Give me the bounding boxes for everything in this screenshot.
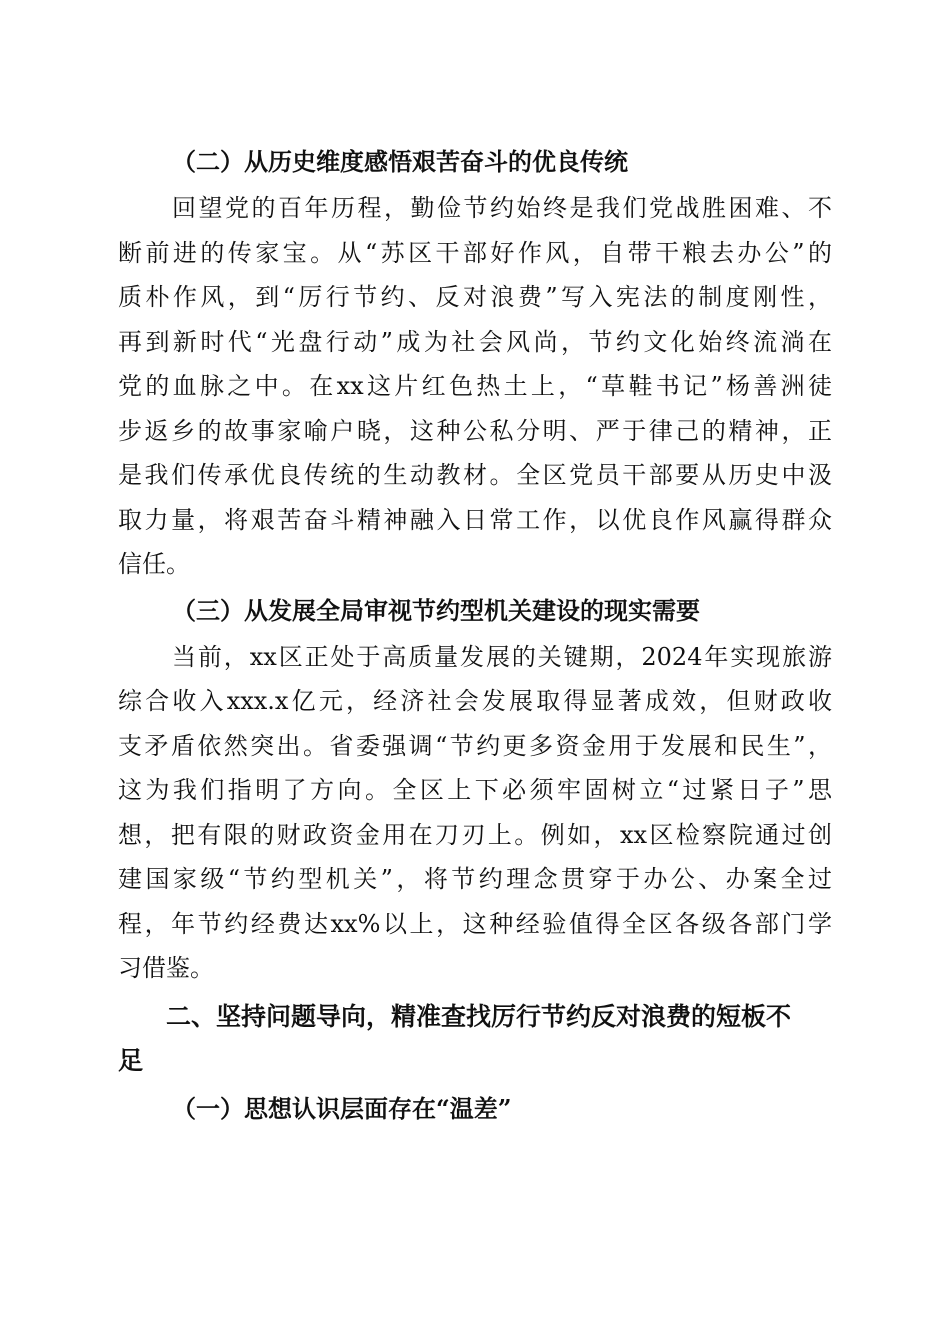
paragraph-line: 习借鉴。 <box>118 954 214 982</box>
paragraph-line: 取力量，将艰苦奋斗精神融入日常工作，以优良作风赢得群众 <box>118 505 832 534</box>
section-heading-3: （三）从发展全局审视节约型机关建设的现实需要 <box>172 595 700 625</box>
paragraph-line: 质朴作风，到“厉行节约、反对浪费”写入宪法的制度刚性， <box>118 283 832 311</box>
paragraph-line: 步返乡的故事家喻户晓，这种公私分明、严于律己的精神，正 <box>118 416 832 445</box>
paragraph-line: 这为我们指明了方向。全区上下必须牢固树立“过紧日子”思 <box>118 776 832 804</box>
paragraph-line: 建国家级“节约型机关”，将节约理念贯穿于办公、办案全过 <box>118 865 832 893</box>
paragraph-line: 回望党的百年历程，勤俭节约始终是我们党战胜困难、不 <box>172 194 832 222</box>
paragraph-development <box>118 635 832 991</box>
paragraph-history <box>118 186 832 587</box>
paragraph-line: 再到新时代“光盘行动”成为社会风尚，节约文化始终流淌在 <box>118 327 832 356</box>
paragraph-line: 综合收入xxx.x亿元，经济社会发展取得显著成效，但财政收 <box>118 687 832 715</box>
section-heading-2: （二）从历史维度感悟艰苦奋斗的优良传统 <box>172 147 628 176</box>
paragraph-line: 当前，xx区正处于高质量发展的关键期，2024年实现旅游 <box>172 642 832 671</box>
paragraph-line: 是我们传承优良传统的生动教材。全区党员干部要从历史中汲 <box>118 461 832 489</box>
paragraph-line: 断前进的传家宝。从“苏区干部好作风，自带干粮去办公”的 <box>118 238 832 267</box>
paragraph-line: 党的血脉之中。在xx这片红色热土上，“草鞋书记”杨善洲徒 <box>118 372 832 400</box>
part-heading-line: 足 <box>118 1045 144 1075</box>
paragraph-line: 支矛盾依然突出。省委强调“节约更多资金用于发展和民生”， <box>118 731 832 760</box>
paragraph-line: 想，把有限的财政资金用在刀刃上。例如，xx区检察院通过创 <box>118 820 832 849</box>
document-page <box>118 140 832 1131</box>
part-heading-2 <box>118 995 832 1083</box>
part-2-sub-heading-1: （一）思想认识层面存在“温差” <box>172 1093 512 1123</box>
part-heading-line: 二、坚持问题导向，精准查找厉行节约反对浪费的短板不 <box>166 1001 792 1031</box>
paragraph-line: 程，年节约经费达xx%以上，这种经验值得全区各级各部门学 <box>118 909 832 938</box>
paragraph-line: 信任。 <box>118 550 190 578</box>
